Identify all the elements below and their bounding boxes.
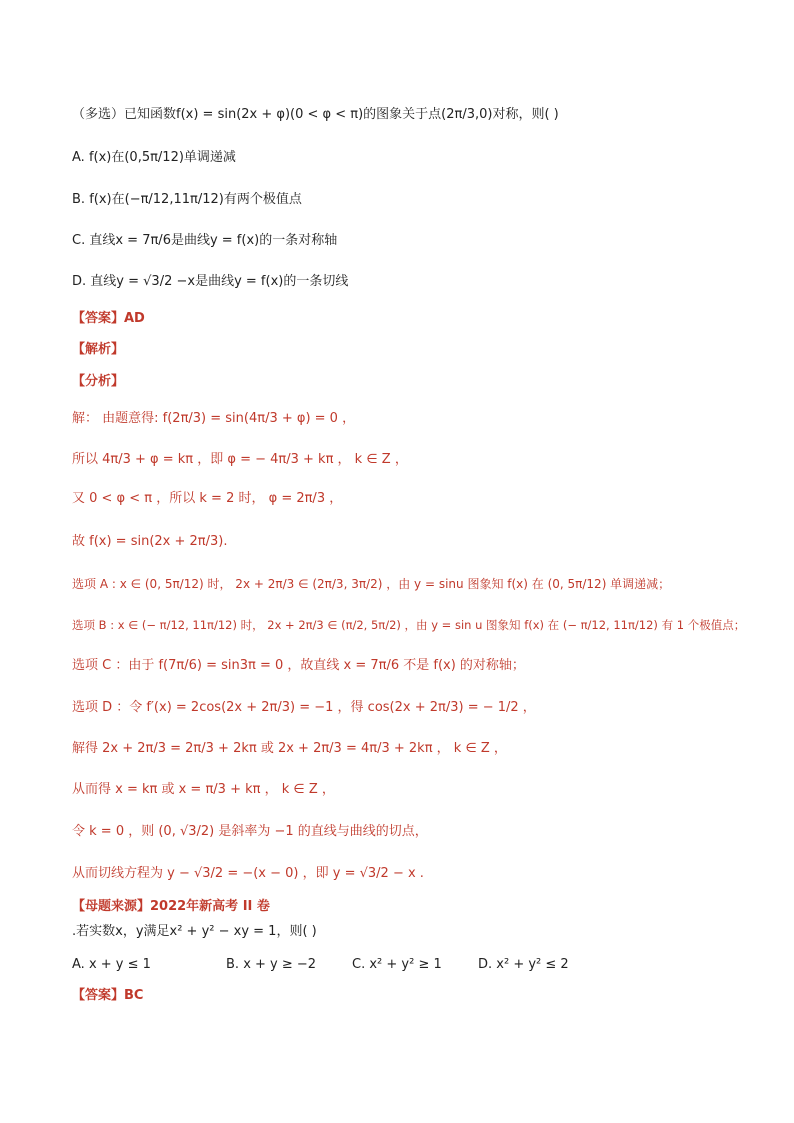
solution-line: 解得 2x + 2π/3 = 2π/3 + 2kπ 或 2x + 2π/3 = 4π/3 + 2kπ ， k ∈ Z ， (72, 741, 507, 756)
q2-option-d (478, 955, 569, 975)
solution-line: 故 f(x) = sin(2x + 2π/3). (72, 534, 228, 549)
solution-line: 从而切线方程为 y − √3/2 = −(x − 0) ，即 y = √3/2 − x . (72, 866, 424, 881)
option-letter: B. (72, 192, 86, 207)
solution-line: 所以 4π/3 + φ = kπ ，即 φ = − 4π/3 + kπ ， k ∈ Z ， (72, 452, 408, 467)
option-text: x + y ≤ 1 (88, 957, 151, 972)
fenxi-label: 【分析】 (72, 374, 125, 389)
option-letter: C. (352, 957, 366, 972)
option-text: x² + y² ≥ 1 (369, 957, 442, 972)
question2-source (72, 897, 270, 917)
answer-label: 【答案】AD (72, 311, 145, 326)
solution-line: 解： 由题意得: f(2π/3) = sin(4π/3 + φ) = 0 ， (72, 411, 356, 426)
question2-stem: .若实数x，y满足x² + y² − xy = 1，则( ) (72, 924, 317, 939)
option-letter: C. (72, 233, 86, 248)
q2-option-a (72, 955, 151, 975)
jiexi-label: 【解析】 (72, 342, 125, 357)
option-text: 直线y = √3/2 −x是曲线y = f(x)的一条切线 (90, 274, 349, 289)
option-text: 直线x = 7π/6是曲线y = f(x)的一条对称轴 (89, 233, 338, 248)
option-c (72, 231, 337, 251)
question1-stem: （多选）已知函数f(x) = sin(2x + φ)(0 < φ < π)的图象关于点(2π/3,0)对称，则( ) (72, 107, 559, 122)
solution-line: 又 0 < φ < π ，所以 k = 2 时， φ = 2π/3 ， (72, 491, 343, 506)
solution-line: 选项 D ：令 f′(x) = 2cos(2x + 2π/3) = −1 ，得 cos(2x + 2π/3) = − 1/2 ， (72, 700, 536, 715)
option-text: x² + y² ≤ 2 (496, 957, 569, 972)
option-letter: A. (72, 957, 85, 972)
option-d (72, 272, 348, 292)
option-text: f(x)在(0,5π/12)单调递减 (88, 150, 236, 165)
q2-option-c (352, 955, 442, 975)
solution-line: 选项 B : x ∈ (− π/12, 11π/12) 时， 2x + 2π/3 ∈ (π/2, 5π/2) ，由 y = sin u 图象知 f(x) 在 (− π/12, 11π/12) 有 1 个极值点； (72, 618, 746, 632)
q2-option-b (226, 955, 316, 975)
option-letter: D. (72, 274, 87, 289)
solution-line: 选项 C ：由于 f(7π/6) = sin3π = 0 ，故直线 x = 7π/6 不是 f(x) 的对称轴； (72, 658, 525, 673)
solution-line: 从而得 x = kπ 或 x = π/3 + kπ ， k ∈ Z ， (72, 782, 335, 797)
solution-line: 选项 A : x ∈ (0, 5π/12) 时， 2x + 2π/3 ∈ (2π/3, 3π/2) ，由 y = sinu 图象知 f(x) 在 (0, 5π/12) 单调递减； (72, 577, 671, 591)
option-letter: D. (478, 957, 493, 972)
option-b (72, 190, 302, 210)
q2-answer-label: 【答案】BC (72, 988, 144, 1003)
option-letter: B. (226, 957, 240, 972)
option-letter: A. (72, 150, 85, 165)
option-a (72, 148, 236, 168)
option-text: x + y ≥ −2 (243, 957, 317, 972)
source-label: 【母题来源】2022年新高考 II 卷 (72, 899, 270, 914)
option-text: f(x)在(−π/12,11π/12)有两个极值点 (89, 192, 302, 207)
solution-line: 令 k = 0 ，则 (0, √3/2) 是斜率为 −1 的直线与曲线的切点， (72, 824, 428, 839)
